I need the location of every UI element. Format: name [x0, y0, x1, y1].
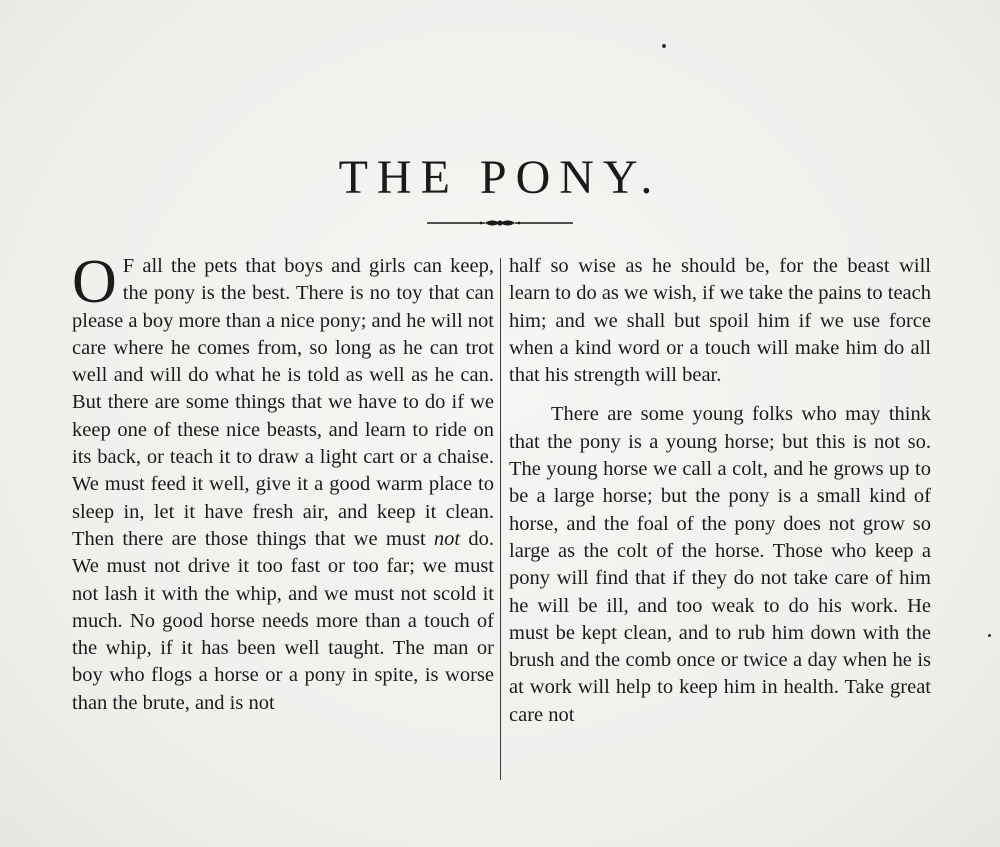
ink-speck	[988, 634, 991, 637]
emphasis-word: not	[433, 527, 461, 550]
left-column	[72, 248, 494, 717]
drop-cap: O	[72, 248, 117, 316]
right-paragraph-2: There are some young folks who may think that the pony is a young horse; but this is not so. The young horse we call a colt, and he grows up to be a large horse; but the pony is a small kind of horse, and the foal of the pony does not grow so large as the colt of the horse. Those who keep a pony will find that if they do not take care of him he will be ill, and too weak to do his work. He must be kept clean, and to rub him down with the brush and the comb once or twice a day when he is at work will help to keep him in health. Take great care not	[509, 403, 931, 726]
right-paragraph-1: half so wise as he should be, for the beast will learn to do as we wish, if we take the pains to teach him; and we shall but spoil him if we use force when a kind word or a touch will make him do all that his strength will bear.	[509, 255, 931, 387]
right-column	[509, 253, 931, 729]
column-divider	[500, 258, 501, 780]
left-paragraph	[72, 248, 494, 717]
decorative-rule-icon	[425, 216, 575, 230]
page-title: THE PONY.	[338, 151, 662, 204]
ink-speck	[662, 44, 666, 48]
left-text: F all the pets that boys and girls can keep, the pony is the best. There is no toy that can please a boy more than a nice pony; and he will not care where he comes from, so long as he can trot well and will do what he is told as well as he can. But there are some things that we have to do if we keep one of these nice beasts, and learn to ride on its back, or teach it to draw a light cart or a chaise. We must feed it well, give it a good warm place to sleep in, let it have fresh air, and keep it clean. Then there are those things that we must	[72, 255, 494, 550]
left-text-continued: do. We must not drive it too fast or too far; we must not lash it with the whip, and we must not scold it much. No good horse needs more than a touch of the whip, if it has been well taught. The man or boy who flogs a horse or a pony in spite, is worse than the brute, and is not	[72, 527, 494, 714]
